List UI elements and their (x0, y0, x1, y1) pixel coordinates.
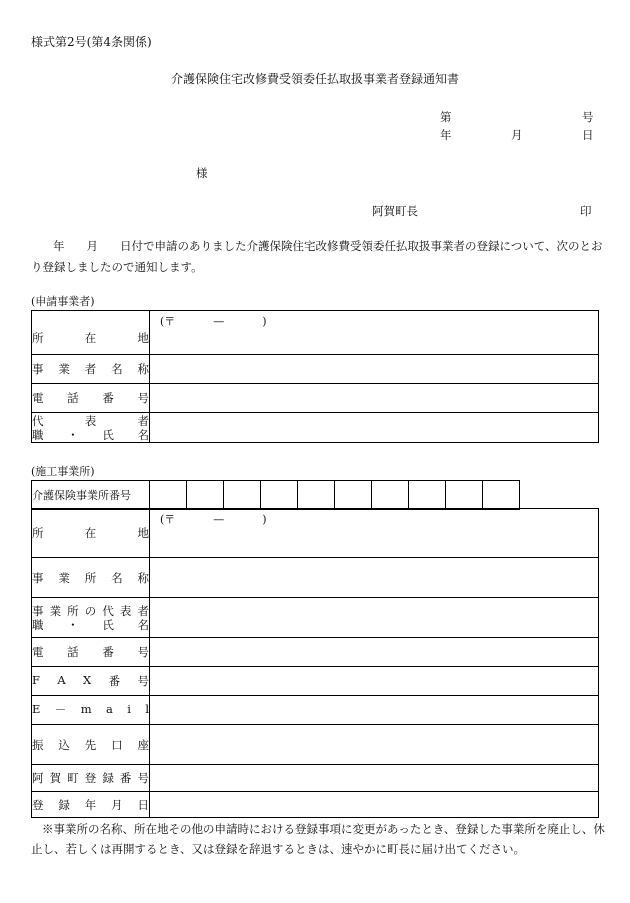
facility-address-field[interactable] (150, 509, 599, 558)
applicant-business-name-field[interactable] (150, 355, 599, 384)
issuer-name: 阿賀町長 (372, 204, 418, 218)
facility-number-cell[interactable] (409, 481, 446, 510)
facility-aga-registration-label: 阿 賀 町 登 録 番 号 (32, 765, 150, 792)
applicant-representative-row (32, 413, 599, 443)
facility-fax-field[interactable] (150, 667, 599, 696)
facility-number-cell[interactable] (483, 481, 520, 510)
facility-email-row (32, 696, 599, 725)
body-text (31, 236, 606, 278)
facility-name-label: 事 業 所 名 称 (32, 558, 150, 598)
applicant-table (31, 310, 599, 443)
facility-number-table (31, 480, 520, 510)
facility-bank-account-row (32, 725, 599, 765)
body-year: 年 (53, 239, 65, 253)
facility-number-cell[interactable] (224, 481, 261, 510)
facility-address-label: 所 在 地 (32, 509, 150, 558)
addressee-suffix: 様 (196, 166, 208, 180)
facility-phone-label: 電 話 番 号 (32, 638, 150, 667)
applicant-section-title: (申請事業者) (31, 295, 95, 308)
facility-name-field[interactable] (150, 558, 599, 598)
footnote (31, 819, 606, 859)
applicant-business-name-label: 事 業 者 名 称 (32, 355, 150, 384)
facility-representative-row (32, 598, 599, 638)
facility-aga-registration-row (32, 765, 599, 792)
applicant-representative-field[interactable] (150, 413, 599, 443)
facility-email-label: E － m a i l (32, 696, 150, 725)
doc-number-prefix: 第 (440, 110, 452, 124)
facility-aga-registration-field[interactable] (150, 765, 599, 792)
facility-phone-row (32, 638, 599, 667)
facility-representative-label: 事 業 所 の 代 表 者 職 ・ 氏 名 (32, 598, 150, 638)
facility-name-row (32, 558, 599, 598)
facility-number-cell[interactable] (150, 481, 187, 510)
applicant-phone-field[interactable] (150, 384, 599, 413)
facility-number-cell[interactable] (446, 481, 483, 510)
seal-mark: 印 (580, 204, 592, 218)
facility-table (31, 508, 599, 818)
facility-registration-date-row (32, 792, 599, 818)
facility-section-title: (施工事業所) (31, 465, 95, 478)
facility-bank-account-label: 振 込 先 口 座 (32, 725, 150, 765)
facility-fax-label: F A X 番 号 (32, 667, 150, 696)
applicant-phone-row (32, 384, 599, 413)
facility-postal: (〒 — ) (160, 513, 267, 526)
facility-number-cell[interactable] (298, 481, 335, 510)
facility-representative-field[interactable] (150, 598, 599, 638)
form-number: 様式第2号(第4条関係) (31, 35, 152, 49)
facility-bank-account-field[interactable] (150, 725, 599, 765)
facility-email-field[interactable] (150, 696, 599, 725)
facility-registration-date-field[interactable] (150, 792, 599, 818)
date-year: 年 (440, 128, 452, 142)
doc-number-suffix: 号 (582, 110, 594, 124)
facility-number-label: 介護保険事業所番号 (32, 481, 150, 510)
facility-number-cell[interactable] (187, 481, 224, 510)
footnote-text: ※事業所の名称、所在地その他の申請時における登録事項に変更があったとき、登録した事業所を廃止し、休止し、若しくは再開するとき、又は登録を辞退するときは、速やかに町長に届け出てください。 (31, 822, 605, 856)
applicant-business-name-row (32, 355, 599, 384)
applicant-phone-label: 電 話 番 号 (32, 384, 150, 413)
facility-number-cell[interactable] (261, 481, 298, 510)
facility-number-cell[interactable] (335, 481, 372, 510)
body-month: 月 (86, 239, 98, 253)
document-title: 介護保険住宅改修費受領委任払取扱事業者登録通知書 (170, 72, 459, 86)
facility-address-row (32, 509, 599, 558)
applicant-address-field[interactable] (150, 311, 599, 355)
facility-registration-date-label: 登 録 年 月 日 (32, 792, 150, 818)
facility-fax-row (32, 667, 599, 696)
applicant-representative-label: 代 表 者 職 ・ 氏 名 (32, 413, 149, 442)
facility-number-cell[interactable] (372, 481, 409, 510)
applicant-address-label: 所 在 地 (32, 311, 150, 355)
applicant-postal: (〒 — ) (160, 315, 267, 328)
applicant-address-row (32, 311, 599, 355)
facility-phone-field[interactable] (150, 638, 599, 667)
date-month: 月 (511, 128, 523, 142)
body-main-text: 日付で申請のありました介護保険住宅改修費受領委任払取扱事業者の登録について、次のとおり登録しましたので通知します。 (31, 239, 603, 274)
date-day: 日 (582, 128, 594, 142)
